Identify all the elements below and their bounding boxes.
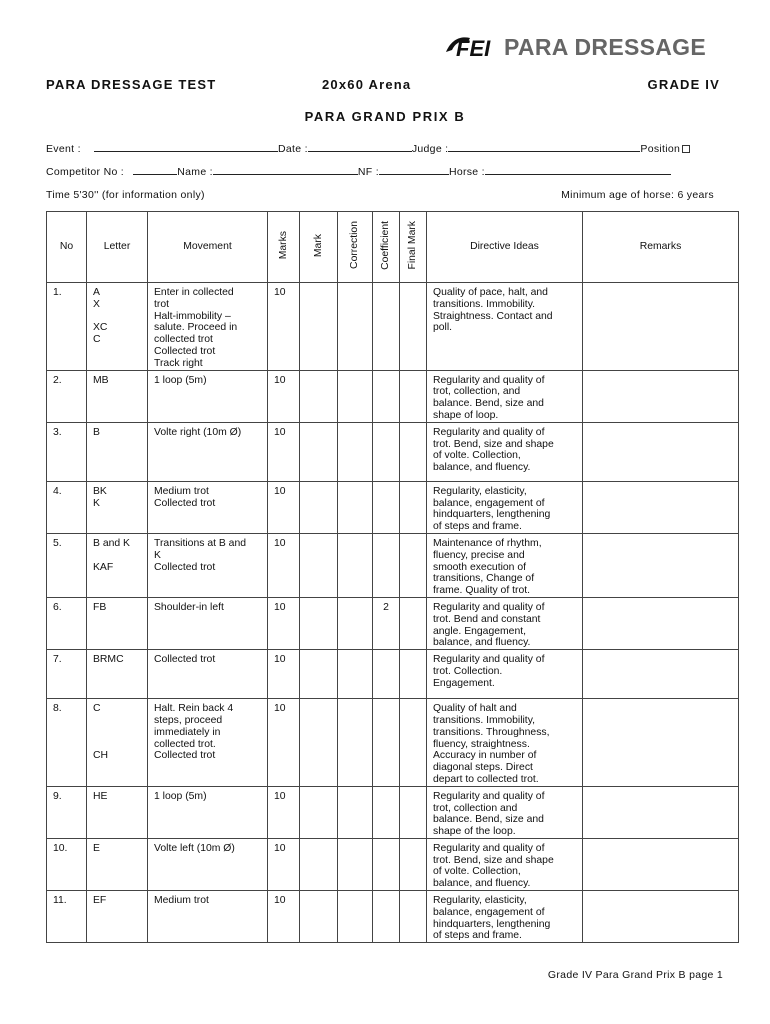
row-letter: E — [87, 838, 148, 890]
date-field[interactable] — [308, 142, 412, 152]
row-remarks-input[interactable] — [583, 597, 739, 649]
col-remarks: Remarks — [583, 212, 739, 283]
row-directive-ideas: Regularity and quality of trot, collection, and balance. Bend, size and shape of loop. — [427, 370, 583, 422]
row-final-mark-input[interactable] — [400, 838, 427, 890]
page-footer: Grade IV Para Grand Prix B page 1 — [547, 969, 723, 981]
row-no: 10. — [47, 838, 87, 890]
row-no: 11. — [47, 891, 87, 943]
table-row — [47, 597, 739, 649]
row-correction-input[interactable] — [338, 699, 373, 787]
row-correction-input[interactable] — [338, 370, 373, 422]
arena-size: 20x60 Arena — [322, 77, 412, 92]
row-mark-input[interactable] — [300, 370, 338, 422]
row-mark-input[interactable] — [300, 699, 338, 787]
row-remarks-input[interactable] — [583, 699, 739, 787]
row-remarks-input[interactable] — [583, 650, 739, 699]
table-row — [47, 838, 739, 890]
row-mark-input[interactable] — [300, 283, 338, 371]
row-correction-input[interactable] — [338, 422, 373, 481]
row-no: 2. — [47, 370, 87, 422]
row-marks: 10 — [268, 283, 300, 371]
table-row — [47, 650, 739, 699]
row-marks: 10 — [268, 650, 300, 699]
col-letter: Letter — [87, 212, 148, 283]
judge-field[interactable] — [448, 142, 640, 152]
row-mark-input[interactable] — [300, 481, 338, 533]
competitor-label: Competitor No : — [46, 166, 125, 178]
fei-logo — [444, 34, 714, 62]
event-date-judge-line — [46, 142, 690, 155]
table-row — [47, 283, 739, 371]
table-row — [47, 786, 739, 838]
row-final-mark-input[interactable] — [400, 650, 427, 699]
nf-field[interactable] — [379, 165, 449, 175]
row-final-mark-input[interactable] — [400, 597, 427, 649]
row-marks: 10 — [268, 422, 300, 481]
row-mark-input[interactable] — [300, 786, 338, 838]
row-movement: Halt. Rein back 4 steps, proceed immediately in collected trot. Collected trot — [148, 699, 268, 787]
row-directive-ideas: Regularity, elasticity, balance, engagement of hindquarters, lengthening of steps and frame. — [427, 891, 583, 943]
row-letter: B and K KAF — [87, 533, 148, 597]
row-marks: 10 — [268, 699, 300, 787]
row-letter: BRMC — [87, 650, 148, 699]
row-letter: FB — [87, 597, 148, 649]
row-coefficient — [373, 650, 400, 699]
horse-field[interactable] — [485, 165, 671, 175]
row-mark-input[interactable] — [300, 533, 338, 597]
row-coefficient — [373, 891, 400, 943]
row-mark-input[interactable] — [300, 422, 338, 481]
row-no: 6. — [47, 597, 87, 649]
row-no: 5. — [47, 533, 87, 597]
row-movement: Collected trot — [148, 650, 268, 699]
row-marks: 10 — [268, 481, 300, 533]
name-field[interactable] — [213, 165, 358, 175]
row-movement: Enter in collected trot Halt-immobility – salute. Proceed in collected trot Collected trot Track right — [148, 283, 268, 371]
row-coefficient — [373, 481, 400, 533]
row-final-mark-input[interactable] — [400, 533, 427, 597]
row-directive-ideas: Maintenance of rhythm, fluency, precise and smooth execution of transitions, Change of frame. Quality of trot. — [427, 533, 583, 597]
row-mark-input[interactable] — [300, 597, 338, 649]
col-coefficient: Coefficient — [373, 212, 400, 283]
row-no: 7. — [47, 650, 87, 699]
row-marks: 10 — [268, 838, 300, 890]
grade-label: GRADE IV — [647, 77, 720, 92]
row-letter: BK K — [87, 481, 148, 533]
row-movement: Medium trot Collected trot — [148, 481, 268, 533]
row-final-mark-input[interactable] — [400, 786, 427, 838]
row-marks: 10 — [268, 370, 300, 422]
table-row — [47, 481, 739, 533]
row-remarks-input[interactable] — [583, 891, 739, 943]
row-coefficient — [373, 533, 400, 597]
row-no: 1. — [47, 283, 87, 371]
col-no: No — [47, 212, 87, 283]
row-final-mark-input[interactable] — [400, 481, 427, 533]
row-movement: 1 loop (5m) — [148, 786, 268, 838]
row-correction-input[interactable] — [338, 283, 373, 371]
row-no: 4. — [47, 481, 87, 533]
row-marks: 10 — [268, 597, 300, 649]
row-no: 3. — [47, 422, 87, 481]
row-directive-ideas: Quality of halt and transitions. Immobility, transitions. Throughness, fluency, straightness. Accuracy in number of diagonal steps. Direct depart to collected trot. — [427, 699, 583, 787]
horse-label: Horse : — [448, 166, 485, 178]
test-sheet-table — [46, 211, 739, 943]
row-mark-input[interactable] — [300, 838, 338, 890]
row-movement: Volte right (10m Ø) — [148, 422, 268, 481]
row-remarks-input[interactable] — [583, 422, 739, 481]
row-correction-input[interactable] — [338, 786, 373, 838]
row-final-mark-input[interactable] — [400, 422, 427, 481]
row-letter: B — [87, 422, 148, 481]
competitor-field[interactable] — [133, 165, 177, 175]
row-letter: A X XC C — [87, 283, 148, 371]
row-no: 8. — [47, 699, 87, 787]
col-mark: Mark — [300, 212, 338, 283]
table-row — [47, 370, 739, 422]
row-final-mark-input[interactable] — [400, 283, 427, 371]
row-remarks-input[interactable] — [583, 838, 739, 890]
test-name: PARA GRAND PRIX B — [304, 109, 466, 124]
row-remarks-input[interactable] — [583, 283, 739, 371]
col-directive-ideas: Directive Ideas — [427, 212, 583, 283]
row-coefficient — [373, 283, 400, 371]
row-correction-input[interactable] — [338, 838, 373, 890]
row-movement: Volte left (10m Ø) — [148, 838, 268, 890]
row-correction-input[interactable] — [338, 650, 373, 699]
row-marks: 10 — [268, 533, 300, 597]
row-coefficient: 2 — [373, 597, 400, 649]
row-directive-ideas: Regularity, elasticity, balance, engagement of hindquarters, lengthening of steps and frame. — [427, 481, 583, 533]
row-no: 9. — [47, 786, 87, 838]
fei-mark-icon — [444, 34, 502, 60]
row-directive-ideas: Quality of pace, halt, and transitions. Immobility. Straightness. Contact and poll. — [427, 283, 583, 371]
row-directive-ideas: Regularity and quality of trot. Bend and constant angle. Engagement, balance, and fluency. — [427, 597, 583, 649]
time-note: Time 5'30'' (for information only) — [46, 189, 205, 201]
row-coefficient — [373, 786, 400, 838]
row-movement: Shoulder-in left — [148, 597, 268, 649]
row-movement: Medium trot — [148, 891, 268, 943]
col-movement: Movement — [148, 212, 268, 283]
position-checkbox[interactable] — [682, 145, 690, 153]
row-directive-ideas: Regularity and quality of trot. Bend, size and shape of volte. Collection, balance, and fluency. — [427, 422, 583, 481]
svg-text:FEI: FEI — [456, 36, 491, 60]
row-final-mark-input[interactable] — [400, 891, 427, 943]
row-marks: 10 — [268, 786, 300, 838]
col-marks: Marks — [268, 212, 300, 283]
row-coefficient — [373, 838, 400, 890]
event-field[interactable] — [94, 142, 278, 152]
row-correction-input[interactable] — [338, 481, 373, 533]
row-final-mark-input[interactable] — [400, 370, 427, 422]
event-label: Event : — [46, 143, 81, 155]
row-directive-ideas: Regularity and quality of trot, collection and balance. Bend, size and shape of the loop. — [427, 786, 583, 838]
table-header-row — [47, 212, 739, 283]
logo-brand-text: PARA DRESSAGE — [504, 34, 706, 60]
judge-label: Judge : — [411, 143, 449, 155]
row-mark-input[interactable] — [300, 891, 338, 943]
table-row — [47, 699, 739, 787]
row-correction-input[interactable] — [338, 891, 373, 943]
name-label: Name : — [177, 166, 213, 178]
row-final-mark-input[interactable] — [400, 699, 427, 787]
row-remarks-input[interactable] — [583, 786, 739, 838]
row-letter: HE — [87, 786, 148, 838]
row-letter: C CH — [87, 699, 148, 787]
row-correction-input[interactable] — [338, 533, 373, 597]
row-correction-input[interactable] — [338, 597, 373, 649]
row-directive-ideas: Regularity and quality of trot. Collection. Engagement. — [427, 650, 583, 699]
test-type-title: PARA DRESSAGE TEST — [46, 77, 217, 92]
row-coefficient — [373, 699, 400, 787]
row-letter: MB — [87, 370, 148, 422]
row-marks: 10 — [268, 891, 300, 943]
row-movement: Transitions at B and K Collected trot — [148, 533, 268, 597]
col-correction: Correction — [338, 212, 373, 283]
row-remarks-input[interactable] — [583, 481, 739, 533]
competitor-line — [46, 165, 671, 178]
row-directive-ideas: Regularity and quality of trot. Bend, size and shape of volte. Collection, balance, and fluency. — [427, 838, 583, 890]
row-coefficient — [373, 422, 400, 481]
position-label: Position — [640, 143, 681, 155]
row-movement: 1 loop (5m) — [148, 370, 268, 422]
row-remarks-input[interactable] — [583, 533, 739, 597]
col-final-mark: Final Mark — [400, 212, 427, 283]
date-label: Date : — [278, 143, 308, 155]
table-row — [47, 422, 739, 481]
nf-label: NF : — [357, 166, 379, 178]
table-row — [47, 891, 739, 943]
row-mark-input[interactable] — [300, 650, 338, 699]
table-row — [47, 533, 739, 597]
row-remarks-input[interactable] — [583, 370, 739, 422]
minimum-age-note: Minimum age of horse: 6 years — [561, 189, 714, 201]
row-letter: EF — [87, 891, 148, 943]
row-coefficient — [373, 370, 400, 422]
